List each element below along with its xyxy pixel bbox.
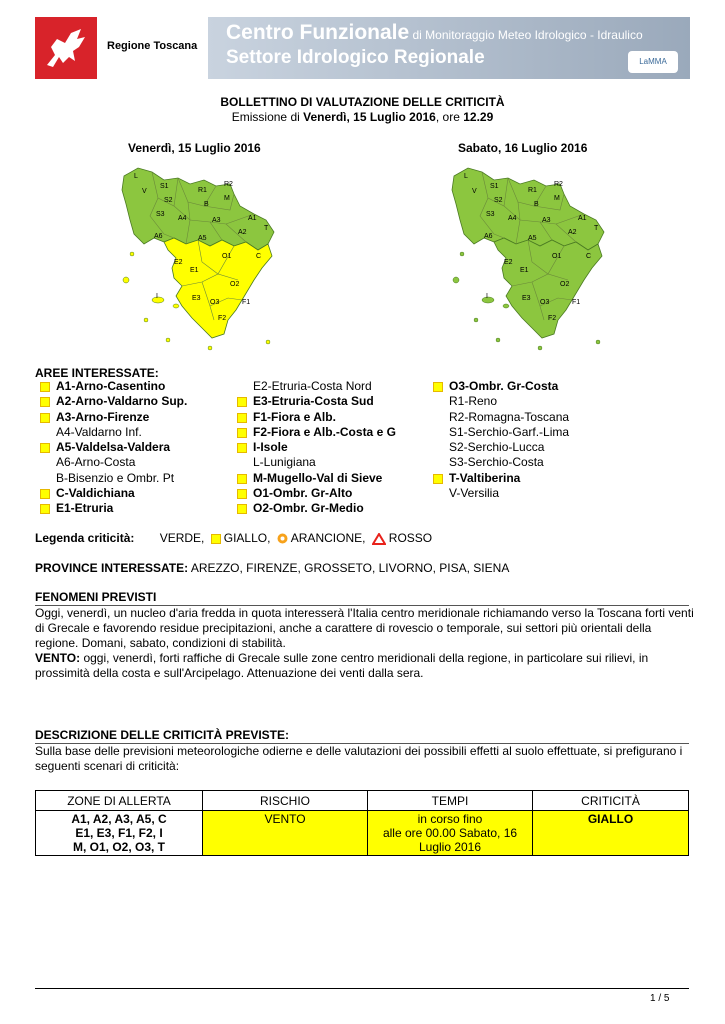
area-item — [35, 486, 187, 501]
criticality-table — [35, 790, 689, 856]
area-item — [35, 394, 187, 409]
tempi-line-3: Luglio 2016 — [418, 840, 482, 854]
map-zone-label: L — [134, 173, 138, 180]
area-label: S1-Serchio-Garf.-Lima — [449, 424, 570, 439]
yellow-square-icon — [237, 428, 247, 438]
area-label: R1-Reno — [449, 394, 498, 409]
red-triangle-icon — [372, 533, 386, 545]
area-item — [232, 455, 396, 470]
map-zone-label: S1 — [490, 183, 499, 190]
yellow-square-icon — [40, 413, 50, 423]
map-island — [130, 252, 134, 256]
page-number: 1 / 5 — [650, 993, 670, 1004]
provinces-value: AREZZO, FIRENZE, GROSSETO, LIVORNO, PISA, SIENA — [188, 561, 510, 575]
yellow-square-icon — [433, 474, 443, 484]
area-label: O3-Ombr. Gr-Costa — [449, 379, 559, 393]
map-zone-label: F1 — [242, 299, 251, 306]
areas-column-3 — [428, 379, 569, 501]
cell-criticita: GIALLO — [533, 811, 689, 856]
emission-date: Venerdì, 15 Luglio 2016 — [303, 110, 436, 124]
map-zone-label: R2 — [224, 181, 233, 188]
map-island — [474, 318, 478, 322]
area-label: R2-Romagna-Toscana — [449, 409, 570, 424]
map-zone-label: A4 — [178, 215, 187, 222]
banner-subtitle: Settore Idrologico Regionale — [226, 47, 485, 68]
map-zone-label: O1 — [552, 253, 562, 260]
map-zone-label: E3 — [192, 295, 201, 302]
legend-verde: VERDE, — [159, 531, 205, 545]
area-label: E3-Etruria-Costa Sud — [253, 394, 374, 409]
map-island — [596, 340, 600, 344]
map-zone-label: S3 — [156, 211, 165, 218]
zone-line-3: M, O1, O2, O3, T — [72, 840, 166, 854]
bulletin-title: BOLLETTINO DI VALUTAZIONE DELLE CRITICITÀ — [220, 95, 505, 109]
emission-time: 12.29 — [463, 110, 494, 124]
map-zone-label: S2 — [164, 197, 173, 204]
area-item — [35, 425, 187, 440]
yellow-square-icon — [40, 382, 50, 392]
area-item — [428, 394, 569, 409]
emission-prefix: Emissione di — [231, 110, 304, 124]
orange-circle-icon — [277, 533, 288, 544]
area-label: L-Lunigiana — [253, 455, 316, 470]
map-zone-label: A5 — [528, 235, 537, 242]
map-zone-label: O3 — [210, 299, 220, 306]
banner — [208, 17, 690, 79]
map-zone-label: B — [534, 201, 539, 208]
area-label: A5-Valdelsa-Valdera — [56, 440, 171, 455]
cell-zone — [36, 811, 203, 856]
map-zone-label: A4 — [508, 215, 517, 222]
map-zone-label: S1 — [160, 183, 169, 190]
yellow-square-icon — [40, 489, 50, 499]
vento-label: VENTO: — [35, 651, 81, 665]
yellow-square-icon — [40, 443, 50, 453]
banner-main: Centro Funzionale — [226, 21, 410, 44]
area-label: M-Mugello-Val di Sieve — [253, 470, 383, 485]
areas-column-1 — [35, 379, 187, 517]
area-item — [35, 455, 187, 470]
area-label: F2-Fiora e Alb.-Costa e G — [253, 424, 396, 439]
area-item — [428, 379, 569, 394]
fenomeni-text: Oggi, venerdì, un nucleo d'aria fredda in quota interesserà l'Italia centro meridionale richiamando verso la Toscana forti venti di Grecale e favorendo residue precipitazioni, anche a carattere di rovescio o temporale, sui settori più orientali della regione. Domani, sabato, condizioni di stabilità. — [35, 606, 694, 650]
area-item — [35, 440, 187, 455]
yellow-square-icon — [237, 413, 247, 423]
area-label: A6-Arno-Costa — [56, 455, 136, 470]
descrizione-text: Sulla base delle previsioni meteorologiche odierne e delle valutazioni dei possibili effetti al suolo effettuate, si prefigurano i seguenti scenari di criticità: — [35, 744, 683, 773]
areas-column-2 — [232, 379, 396, 517]
map-zone-label: E2 — [504, 259, 513, 266]
area-item — [428, 440, 569, 455]
emission-line — [0, 110, 725, 124]
th-rischio: RISCHIO — [203, 791, 368, 811]
map-zone-label: E3 — [522, 295, 531, 302]
table-row — [36, 811, 689, 856]
map-island — [166, 338, 170, 342]
area-item — [428, 455, 569, 470]
banner-title — [226, 21, 643, 45]
pegasus-icon — [35, 17, 97, 79]
map-zone-label: A5 — [198, 235, 207, 242]
map-zone-label: A6 — [154, 233, 163, 240]
cell-rischio: VENTO — [203, 811, 368, 856]
map-zone-label: I — [486, 293, 488, 300]
area-item — [428, 471, 569, 486]
area-item — [232, 501, 396, 516]
yellow-square-icon — [237, 474, 247, 484]
area-label: A3-Arno-Firenze — [56, 409, 150, 424]
areas-heading: AREE INTERESSATE: — [35, 366, 159, 380]
map-zone-label: A3 — [542, 217, 551, 224]
map-zone-label: R1 — [528, 187, 537, 194]
descrizione-heading: DESCRIZIONE DELLE CRITICITÀ PREVISTE: — [35, 728, 689, 744]
area-item — [232, 394, 396, 409]
area-item — [428, 410, 569, 425]
map-zone-label: T — [264, 225, 269, 232]
map-zone-label: T — [594, 225, 599, 232]
map-island — [503, 304, 509, 308]
area-item — [35, 410, 187, 425]
area-label: E2-Etruria-Costa Nord — [253, 379, 372, 393]
map-island — [538, 346, 542, 350]
map-zone-label: S2 — [494, 197, 503, 204]
zone-line-1: A1, A2, A3, A5, C — [71, 812, 167, 826]
area-item — [232, 440, 396, 455]
map-zone-label: F1 — [572, 299, 581, 306]
lamma-logo: LaMMA — [628, 51, 678, 73]
map-zone-label: A3 — [212, 217, 221, 224]
map-zone-label: I — [156, 293, 158, 300]
area-item — [232, 471, 396, 486]
map-zone-label: E2 — [174, 259, 183, 266]
region-header — [35, 17, 205, 79]
area-label: A2-Arno-Valdarno Sup. — [56, 394, 188, 409]
map-zone-label: M — [554, 195, 560, 202]
th-tempi: TEMPI — [368, 791, 533, 811]
area-item — [232, 379, 396, 394]
map-zone-label: A2 — [568, 229, 577, 236]
map-zone-label: V — [472, 188, 477, 195]
map-island — [460, 252, 464, 256]
map-zone-label: O3 — [540, 299, 550, 306]
region-logo — [35, 17, 97, 79]
map-zone-label: S3 — [486, 211, 495, 218]
legend-arancione: ARANCIONE, — [290, 531, 366, 545]
map-zone-label: V — [142, 188, 147, 195]
map-island — [482, 297, 494, 303]
area-label: B-Bisenzio e Ombr. Pt — [56, 470, 175, 485]
map-island — [173, 304, 179, 308]
map-zone-label: A6 — [484, 233, 493, 240]
map-zone-label: M — [224, 195, 230, 202]
map-island — [266, 340, 270, 344]
area-item — [428, 486, 569, 501]
map-island — [453, 277, 459, 283]
area-label: O2-Ombr. Gr-Medio — [253, 501, 364, 516]
map-island — [208, 346, 212, 350]
area-label: C-Valdichiana — [56, 486, 135, 501]
area-label: A1-Arno-Casentino — [56, 379, 166, 393]
legend-giallo: GIALLO, — [223, 531, 271, 545]
map-zone-label: A1 — [248, 215, 257, 222]
area-item — [232, 425, 396, 440]
area-item — [232, 410, 396, 425]
map-island — [144, 318, 148, 322]
tempi-line-2: alle ore 00.00 Sabato, 16 — [382, 826, 518, 840]
area-item — [35, 501, 187, 516]
tempi-line-1: in corso fino — [417, 812, 483, 826]
map-island — [496, 338, 500, 342]
map-zone-label: F2 — [218, 315, 227, 322]
area-item — [35, 379, 187, 394]
criticality-map-day-2 — [448, 158, 618, 354]
area-label: I-Isole — [253, 440, 288, 455]
banner-sub: di Monitoraggio Meteo Idrologico - Idraulico — [409, 28, 643, 42]
map-zone-label: O2 — [560, 281, 570, 288]
map-island — [123, 277, 129, 283]
zone-line-2: E1, E3, F1, F2, I — [75, 826, 163, 840]
th-zone: ZONE DI ALLERTA — [36, 791, 203, 811]
vento-text: oggi, venerdì, forti raffiche di Grecale sulle zone centro meridionali della regione, in particolare sui rilievi, in prossimità della costa e sull'Arcipelago. Attenuazione dei venti dalla sera. — [35, 651, 649, 680]
area-label: V-Versilia — [449, 486, 500, 501]
legend-rosso: ROSSO — [388, 531, 433, 545]
yellow-square-icon — [237, 397, 247, 407]
map-zone-label: C — [586, 253, 592, 260]
map-zone-label: C — [256, 253, 262, 260]
yellow-square-icon — [40, 397, 50, 407]
legend — [35, 531, 432, 545]
emission-mid: , ore — [435, 110, 464, 124]
map-zone-label: E1 — [190, 267, 199, 274]
map-island — [152, 297, 164, 303]
map-zone-label: R1 — [198, 187, 207, 194]
map-zone-label: A1 — [578, 215, 587, 222]
legend-label: Legenda criticità: — [35, 531, 135, 545]
yellow-square-icon — [237, 489, 247, 499]
th-criticita: CRITICITÀ — [533, 791, 689, 811]
map-day-1: Venerdì, 15 Luglio 2016 — [128, 141, 261, 155]
criticality-map-day-1 — [118, 158, 288, 354]
map-zone-label: B — [204, 201, 209, 208]
yellow-square-icon — [211, 534, 221, 544]
provinces — [35, 561, 509, 575]
map-zone-label: F2 — [548, 315, 557, 322]
map-zone-label: L — [464, 173, 468, 180]
area-label: S2-Serchio-Lucca — [449, 440, 545, 455]
yellow-square-icon — [433, 382, 443, 392]
map-day-2: Sabato, 16 Luglio 2016 — [458, 141, 588, 155]
area-label: S3-Serchio-Costa — [449, 455, 544, 470]
area-item — [232, 486, 396, 501]
map-zone-label: R2 — [554, 181, 563, 188]
yellow-square-icon — [237, 443, 247, 453]
footer-divider — [35, 988, 689, 989]
map-zone-label: O2 — [230, 281, 240, 288]
map-zone-label: E1 — [520, 267, 529, 274]
fenomeni-body — [35, 606, 695, 681]
area-label: A4-Valdarno Inf. — [56, 424, 142, 439]
area-label: E1-Etruria — [56, 501, 114, 516]
yellow-square-icon — [237, 504, 247, 514]
yellow-square-icon — [40, 504, 50, 514]
provinces-label: PROVINCE INTERESSATE: — [35, 561, 189, 575]
area-item — [428, 425, 569, 440]
area-item — [35, 471, 187, 486]
area-label: T-Valtiberina — [449, 470, 521, 485]
fenomeni-heading: FENOMENI PREVISTI — [35, 590, 689, 606]
map-zone-label: A2 — [238, 229, 247, 236]
region-name: Regione Toscana — [107, 40, 198, 52]
table-header-row — [36, 791, 689, 811]
area-label: O1-Ombr. Gr-Alto — [253, 486, 353, 501]
map-zone-label: O1 — [222, 253, 232, 260]
area-label: F1-Fiora e Alb. — [253, 409, 336, 424]
cell-tempi — [368, 811, 533, 856]
